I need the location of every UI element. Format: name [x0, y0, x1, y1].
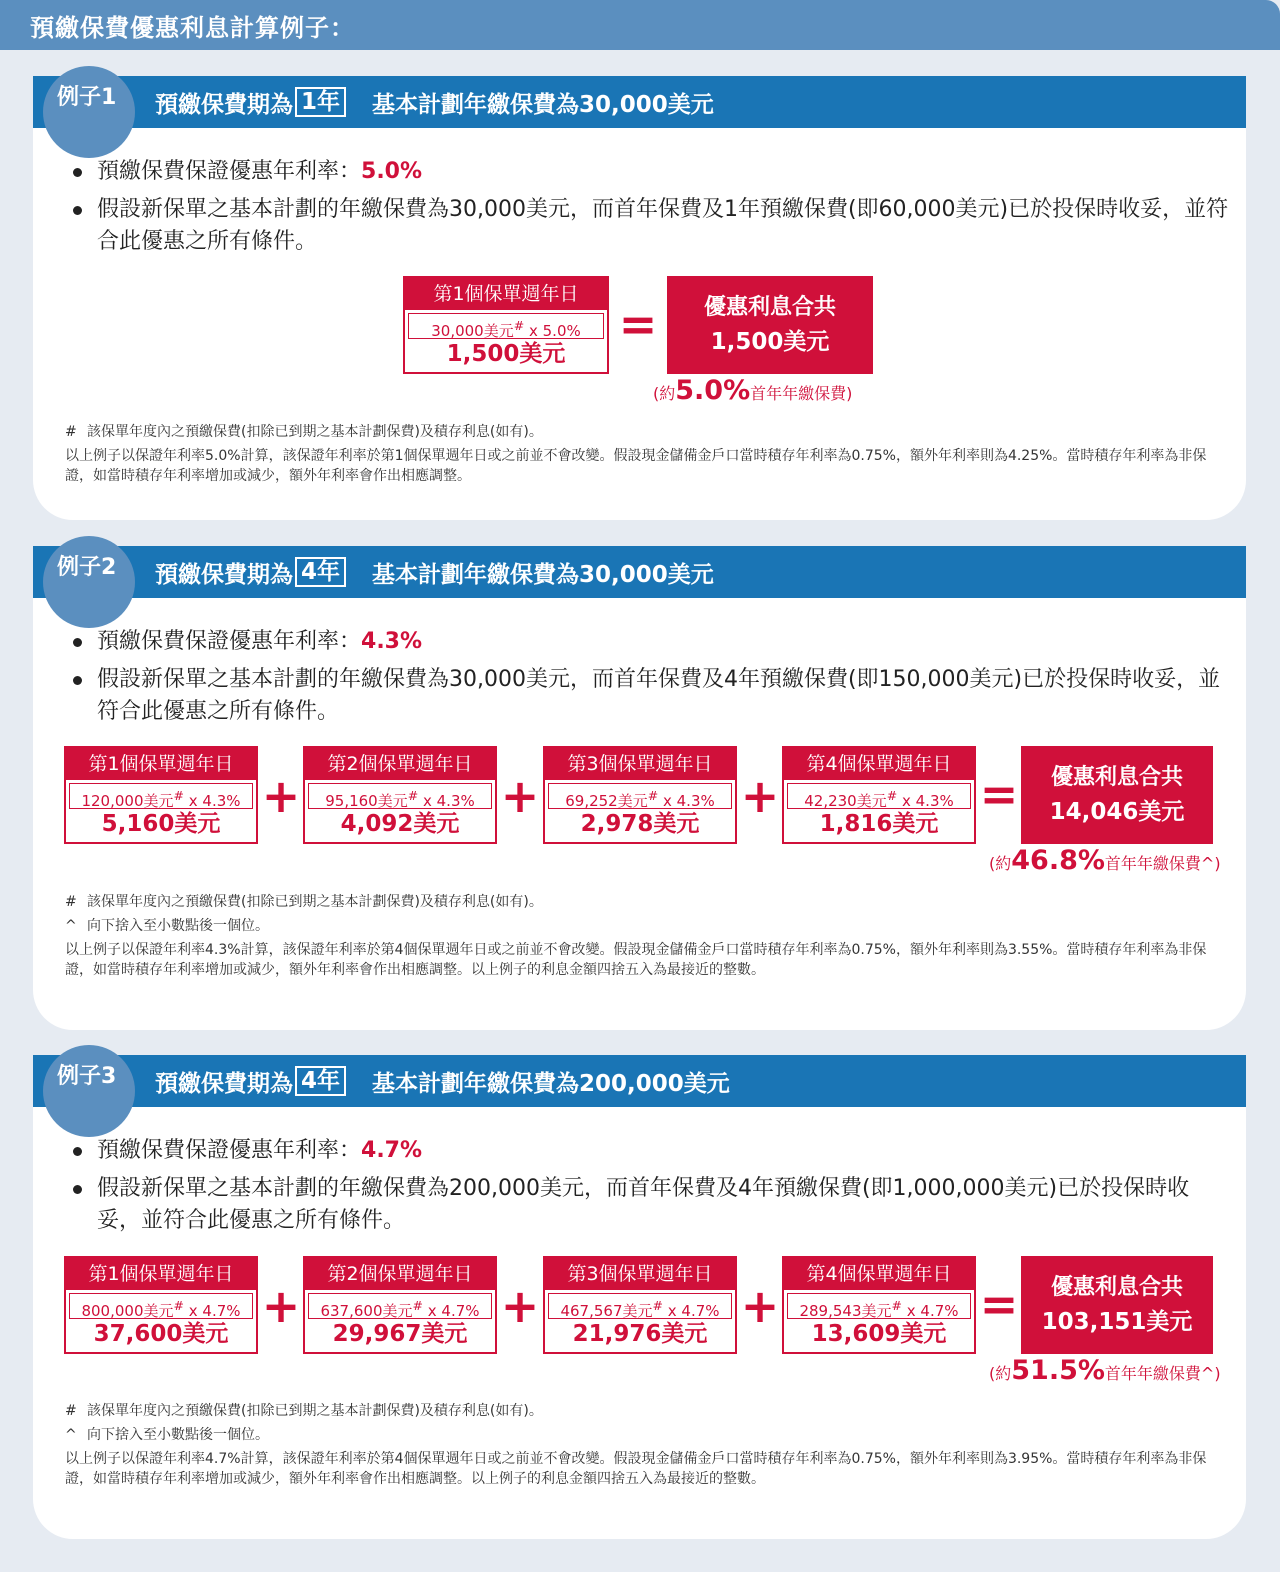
- page-header: [0, 0, 1280, 50]
- equals-sign: =: [979, 1277, 1019, 1331]
- anniversary-box-1: 第1個保單週年日 120,000美元# x 4.3% 5,160美元: [64, 746, 258, 844]
- example-badge: 例子2: [43, 536, 135, 628]
- rate-bullet: 預繳保費保證優惠年利率：4.7%: [71, 1135, 1231, 1167]
- plus-sign: +: [261, 1279, 301, 1333]
- assumption-bullet: 假設新保單之基本計劃的年繳保費為30,000美元，而首年保費及1年預繳保費(即60,000美元)已於投保時收妥，並符合此優惠之所有條件。: [71, 194, 1231, 258]
- percent-note: (約5.0%首年年繳保費): [653, 375, 853, 406]
- total-interest-box: 優惠利息合共 103,151美元: [1021, 1256, 1213, 1354]
- anniversary-box-3: 第3個保單週年日 69,252美元# x 4.3% 2,978美元: [543, 746, 737, 844]
- percent-note: (約51.5%首年年繳保費^): [989, 1355, 1221, 1386]
- bullet-list: [71, 156, 1231, 264]
- plus-sign: +: [740, 1279, 780, 1333]
- example-badge: 例子3: [43, 1045, 135, 1137]
- assumption-bullet: 假設新保單之基本計劃的年繳保費為30,000美元，而首年保費及4年預繳保費(即150,000美元)已於投保時收妥，並符合此優惠之所有條件。: [71, 664, 1231, 728]
- example-title: 預繳保費期為 4年 基本計劃年繳保費為200,000美元: [155, 1068, 730, 1097]
- assumption-bullet: 假設新保單之基本計劃的年繳保費為200,000美元，而首年保費及4年預繳保費(即1,000,000美元)已於投保時收妥，並符合此優惠之所有條件。: [71, 1173, 1231, 1237]
- example-card-3: [33, 1055, 1246, 1539]
- rate-bullet: 預繳保費保證優惠年利率：5.0%: [71, 156, 1231, 188]
- anniversary-box-1: 第1個保單週年日 30,000美元# x 5.0% 1,500美元: [403, 276, 609, 374]
- equals-sign: =: [618, 297, 658, 351]
- example-card-2: [33, 546, 1246, 1030]
- footnotes: # 該保單年度內之預繳保費(扣除已到期之基本計劃保費)及積存利息(如有)。 ^ 向下捨入至小數點後一個位。 以上例子以保證年利率4.7%計算，該保證年利率於第4個保單週年日或之前並不會改變。假設現金儲備金戶口當時積存年利率為0.75%，額外年利率則為3.95%。當時積存年利率為非保證，如當時積存年利率增加或減少，額外年利率會作出相應調整。以上例子的利息金額四捨五入為最接近的整數。: [65, 1403, 1207, 1487]
- anniversary-box-2: 第2個保單週年日 95,160美元# x 4.3% 4,092美元: [303, 746, 497, 844]
- example-title: 預繳保費期為 1年 基本計劃年繳保費為30,000美元: [155, 89, 714, 118]
- example-title: 預繳保費期為 4年 基本計劃年繳保費為30,000美元: [155, 559, 714, 588]
- total-interest-box: 優惠利息合共 1,500美元: [667, 276, 873, 374]
- total-interest-box: 優惠利息合共 14,046美元: [1021, 746, 1213, 844]
- period-box: 4年: [295, 557, 346, 587]
- equals-sign: =: [979, 767, 1019, 821]
- anniversary-box-1: 第1個保單週年日 800,000美元# x 4.7% 37,600美元: [64, 1256, 258, 1354]
- page-title: 預繳保費優惠利息計算例子：: [30, 14, 355, 42]
- bullet-list: [71, 1135, 1231, 1243]
- footnotes: # 該保單年度內之預繳保費(扣除已到期之基本計劃保費)及積存利息(如有)。 以上例子以保證年利率5.0%計算，該保證年利率於第1個保單週年日或之前並不會改變。假設現金儲備金戶口當時積存年利率為0.75%，額外年利率則為4.25%。當時積存年利率為非保證，如當時積存年利率增加或減少，額外年利率會作出相應調整。: [65, 424, 1207, 484]
- example-card-1: [33, 76, 1246, 520]
- percent-note: (約46.8%首年年繳保費^): [989, 845, 1221, 876]
- footnotes: # 該保單年度內之預繳保費(扣除已到期之基本計劃保費)及積存利息(如有)。 ^ 向下捨入至小數點後一個位。 以上例子以保證年利率4.3%計算，該保證年利率於第4個保單週年日或之前並不會改變。假設現金儲備金戶口當時積存年利率為0.75%，額外年利率則為3.55%。當時積存年利率為非保證，如當時積存年利率增加或減少，額外年利率會作出相應調整。以上例子的利息金額四捨五入為最接近的整數。: [65, 894, 1207, 978]
- period-box: 1年: [295, 87, 346, 117]
- plus-sign: +: [500, 769, 540, 823]
- anniversary-box-2: 第2個保單週年日 637,600美元# x 4.7% 29,967美元: [303, 1256, 497, 1354]
- plus-sign: +: [261, 769, 301, 823]
- anniversary-box-3: 第3個保單週年日 467,567美元# x 4.7% 21,976美元: [543, 1256, 737, 1354]
- rate-bullet: 預繳保費保證優惠年利率：4.3%: [71, 626, 1231, 658]
- plus-sign: +: [740, 769, 780, 823]
- anniversary-box-4: 第4個保單週年日 289,543美元# x 4.7% 13,609美元: [782, 1256, 976, 1354]
- period-box: 4年: [295, 1066, 346, 1096]
- anniversary-box-4: 第4個保單週年日 42,230美元# x 4.3% 1,816美元: [782, 746, 976, 844]
- bullet-list: [71, 626, 1231, 734]
- plus-sign: +: [500, 1279, 540, 1333]
- example-badge: 例子1: [43, 66, 135, 158]
